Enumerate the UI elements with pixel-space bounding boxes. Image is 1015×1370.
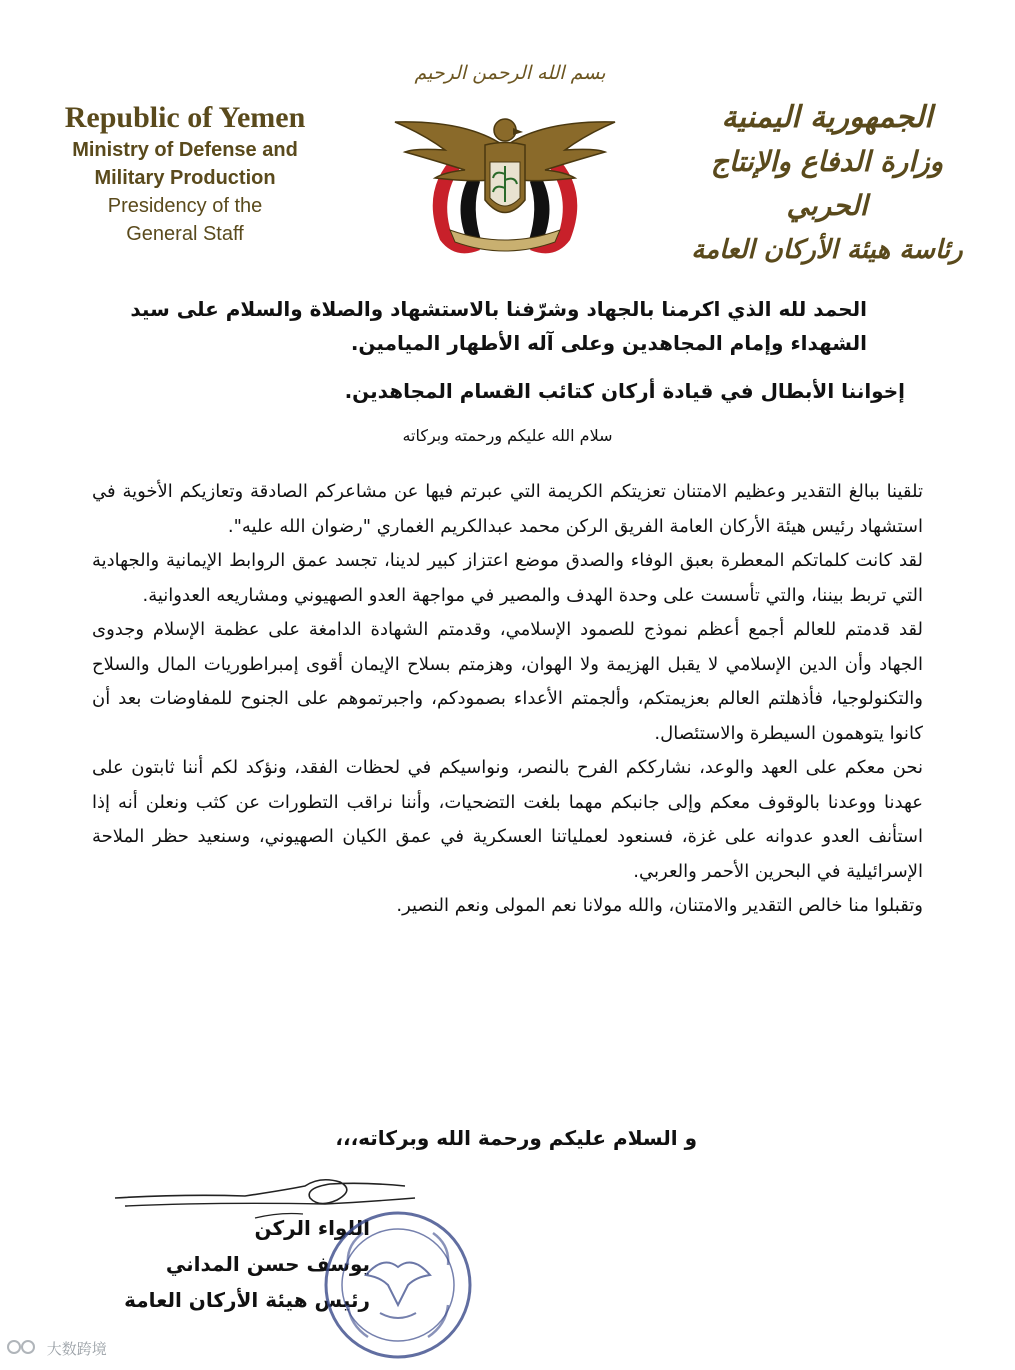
body-paragraph: تلقينا ببالغ التقدير وعظيم الامتنان تعزيتكم الكريمة التي عبرتم فيها عن مشاعركم الصادقة وتعازيكم الأخوية في استشهاد رئيس هيئة الأركان العامة الفريق الركن محمد عبدالكريم الغماري "رضوان الله عليه". xyxy=(92,481,923,537)
letter-body xyxy=(92,475,923,924)
letter-opening-praise: الحمد لله الذي اكرمنا بالجهاد وشرّفنا بالاستشهاد والصلاة والسلام على سيد الشهداء وإمام المجاهدين وعلى آله الأطهار الميامين. xyxy=(130,297,867,355)
letter-addressee: إخواننا الأبطال في قيادة أركان كتائب القسام المجاهدين. xyxy=(344,379,905,403)
letter-greeting: سلام الله عليكم ورحمته وبركاته xyxy=(402,426,613,445)
watermark-logo-icon xyxy=(6,1339,42,1359)
letter-closing: و السلام عليكم ورحمة الله وبركاته،،، xyxy=(335,1126,697,1150)
english-letterhead xyxy=(30,100,340,248)
arabic-country-name: الجمهورية اليمنية xyxy=(721,100,933,135)
signatory-name: يوسف حسن المداني xyxy=(165,1252,370,1276)
basmala-calligraphy: بسم الله الرحمن الرحيم xyxy=(414,62,606,84)
ministry-name-line2: Military Production xyxy=(94,167,276,189)
signatory-rank: اللواء الركن xyxy=(254,1216,370,1240)
signatory-title: رئيس هيئة الأركان العامة xyxy=(124,1288,370,1312)
yemen-eagle-emblem-icon xyxy=(385,90,625,265)
arabic-ministry-name: وزارة الدفاع والإنتاج الحربي xyxy=(710,145,944,222)
country-name: Republic of Yemen xyxy=(64,101,306,134)
site-watermark xyxy=(6,1338,107,1359)
presidency-line1: Presidency of the xyxy=(107,195,263,217)
ministry-name-line1: Ministry of Defense and xyxy=(72,139,298,161)
body-paragraph: نحن معكم على العهد والوعد، نشارككم الفرح بالنصر، ونواسيكم في لحظات الفقد، ونؤكد لكم أننا ثابتون على عهدنا ووعدنا بالوقوف معكم وإلى جانبكم مهما بلغت التضحيات، وأننا نراقب التطورات عن كثب ونعلن أنه إذا استأنف العدو عدوانه على غزة، فسنعود لعملياتنا العسكرية في عمق الكيان الصهيوني، وسنعيد حظر الملاحة الإسرائيلية في البحرين الأحمر والعربي. xyxy=(92,757,923,882)
arabic-presidency-name: رئاسة هيئة الأركان العامة xyxy=(691,235,963,265)
body-paragraph: وتقبلوا منا خالص التقدير والامتنان، والله مولانا نعم المولى ونعم النصير. xyxy=(396,895,923,916)
arabic-letterhead xyxy=(677,96,977,272)
body-paragraph: لقد قدمتم للعالم أجمع أعظم نموذج للصمود الإسلامي، وقدمتم الشهادة الدامغة على عظمة الإسلام وجدوى الجهاد وأن الدين الإسلامي لا يقبل الهزيمة ولا الهوان، وهزمتم بسلاح الإيمان أقوى إمبراطوريات المال والسلاح والتكنولوجيا، فأذهلتم العالم بعزيمتكم، وألجمتم الأعداء بصمودكم، واجبرتموهم على الجنوح للمفاوضات بعد أن كانوا يتوهمون السيطرة والاستئصال. xyxy=(92,619,923,744)
body-paragraph: لقد كانت كلماتكم المعطرة بعبق الوفاء والصدق موضع اعتزاز كبير لدينا، تجسد عمق الروابط الإيمانية والجهادية التي تربط بيننا، والتي تأسست على وحدة الهدف والمصير في مواجهة العدو الصهيوني ومشاريعه العدوانية. xyxy=(92,550,923,606)
presidency-line2: General Staff xyxy=(126,223,244,245)
official-stamp-icon xyxy=(318,1205,478,1365)
watermark-text: 大数跨境 xyxy=(46,1340,107,1358)
